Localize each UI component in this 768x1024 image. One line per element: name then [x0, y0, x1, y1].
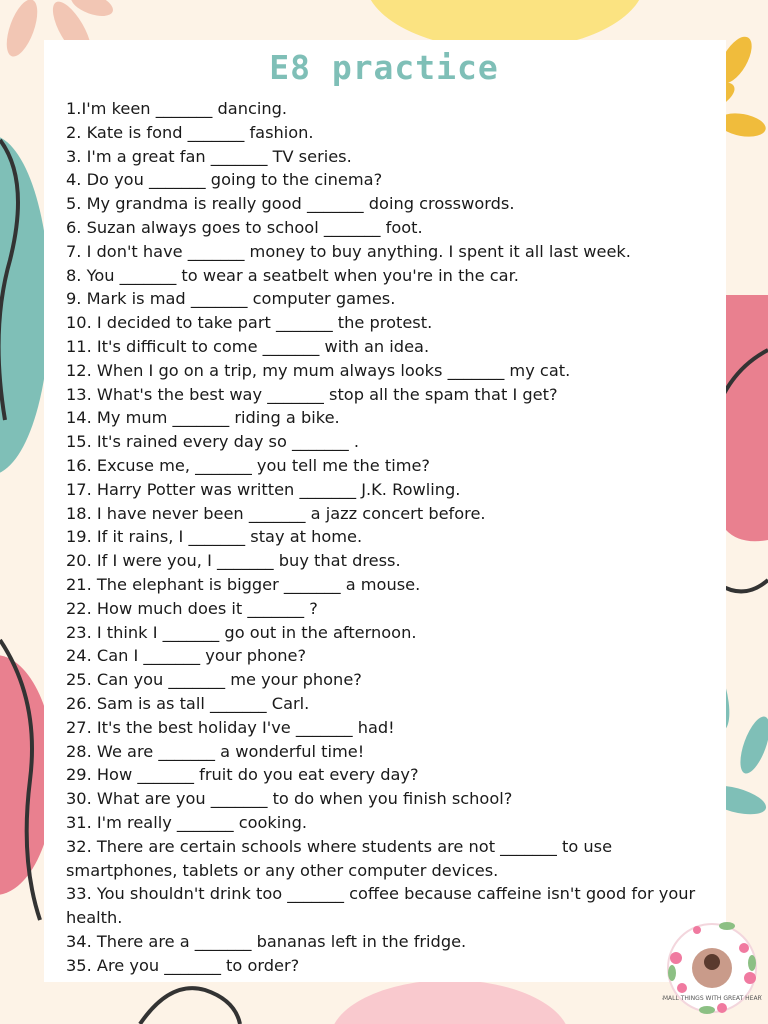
question-item: 30. What are you _______ to do when you finish school? — [66, 789, 513, 809]
question-item: 31. I'm really _______ cooking. — [66, 812, 307, 832]
question-item: 3. I'm a great fan _______ TV series. — [66, 146, 352, 166]
question-item: 34. There are a _______ bananas left in the fridge. — [66, 931, 467, 951]
question-item: 23. I think I _______ go out in the afternoon. — [66, 622, 417, 642]
question-item: 9. Mark is mad _______ computer games. — [66, 289, 396, 309]
question-item: 33. You shouldn't drink too _______ coffee because caffeine isn't good for your health. — [66, 884, 696, 928]
question-item: 2. Kate is fond _______ fashion. — [66, 122, 314, 142]
question-item: 18. I have never been _______ a jazz concert before. — [66, 503, 486, 523]
question-item: 4. Do you _______ going to the cinema? — [66, 170, 383, 190]
curve-line-bottom — [140, 988, 240, 1024]
question-item: 28. We are _______ a wonderful time! — [66, 741, 365, 761]
question-item: 19. If it rains, I _______ stay at home. — [66, 527, 363, 547]
question-item: 1.I'm keen _______ dancing. — [66, 99, 288, 118]
question-item: 6. Suzan always goes to school _______ foot. — [66, 217, 423, 237]
question-item: 16. Excuse me, _______ you tell me the time? — [66, 455, 431, 475]
page-title: E8 practice — [269, 48, 499, 87]
question-item: 20. If I were you, I _______ buy that dress. — [66, 551, 401, 571]
logo-badge — [662, 918, 762, 1018]
question-item: 7. I don't have _______ money to buy anything. I spent it all last week. — [66, 241, 631, 261]
question-item: 27. It's the best holiday I've _______ had! — [66, 717, 395, 737]
pink-blob-bottom — [330, 980, 570, 1024]
question-item: 12. When I go on a trip, my mum always looks _______ my cat. — [66, 360, 571, 380]
question-item: 29. How _______ fruit do you eat every day? — [66, 765, 419, 785]
floral-badge-icon — [662, 918, 762, 1018]
question-item: 10. I decided to take part _______ the protest. — [66, 313, 433, 333]
question-item: 24. Can I _______ your phone? — [66, 646, 307, 666]
question-item: 26. Sam is as tall _______ Carl. — [66, 693, 310, 713]
question-item: 8. You _______ to wear a seatbelt when you're in the car. — [66, 265, 519, 285]
question-item: 25. Can you _______ me your phone? — [66, 670, 362, 690]
question-list — [66, 97, 726, 977]
question-item: 35. Are you _______ to order? — [66, 955, 300, 975]
question-item: 22. How much does it _______ ? — [66, 598, 318, 618]
question-item: 21. The elephant is bigger _______ a mouse. — [66, 574, 421, 594]
question-item: 32. There are certain schools where students are not _______ to use smartphones, tablets or any other computer devices. — [66, 836, 613, 880]
question-item: 5. My grandma is really good _______ doing crosswords. — [66, 194, 515, 214]
question-item: 17. Harry Potter was written _______ J.K. Rowling. — [66, 479, 461, 499]
question-item: 11. It's difficult to come _______ with an idea. — [66, 336, 430, 356]
pink-blob-right — [726, 295, 768, 541]
teal-blob-left — [0, 135, 50, 475]
question-item: 14. My mum _______ riding a bike. — [66, 408, 340, 428]
question-item: 15. It's rained every day so _______ . — [66, 432, 359, 452]
badge-text: SMALL THINGS WITH GREAT HEART — [662, 995, 762, 1002]
question-item: 13. What's the best way _______ stop all the spam that I get? — [66, 384, 558, 404]
